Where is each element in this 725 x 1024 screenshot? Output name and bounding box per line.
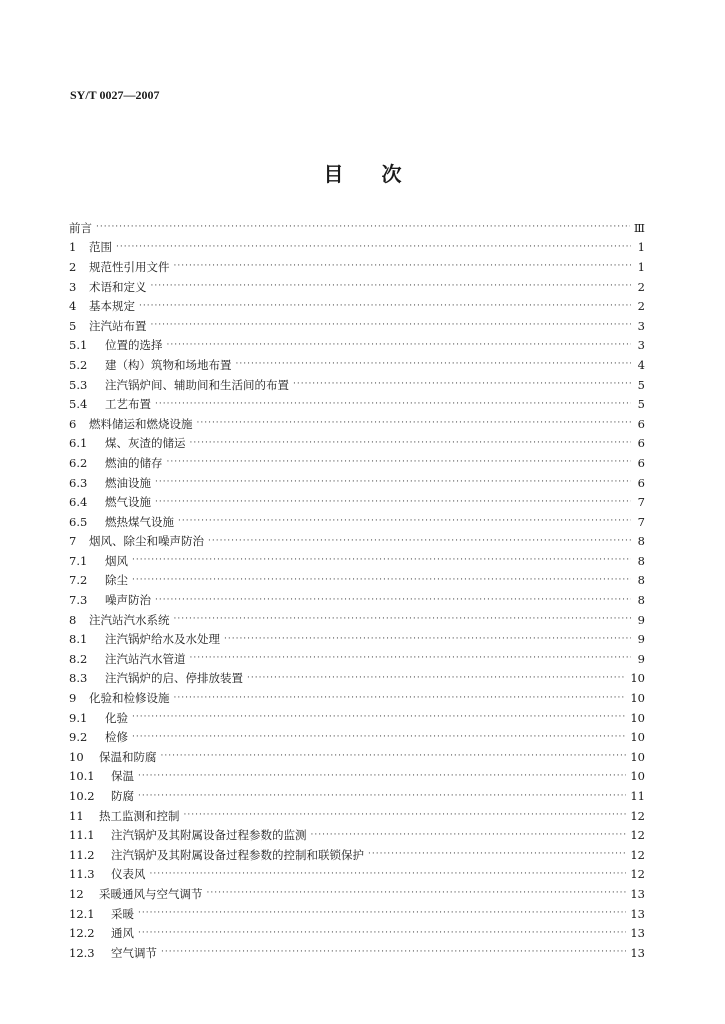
toc-entry-page: 10 bbox=[630, 749, 645, 764]
toc-entry-page: 6 bbox=[637, 475, 645, 490]
toc-entry-label: 位置的选择 bbox=[105, 338, 163, 353]
toc-entry-number: 11.3 bbox=[69, 867, 95, 882]
toc-entry[interactable] bbox=[69, 414, 645, 434]
toc-entry-page: 9 bbox=[637, 632, 645, 647]
toc-leader-dots bbox=[174, 257, 632, 276]
toc-entry-label: 燃油的储存 bbox=[105, 455, 163, 470]
toc-entry[interactable] bbox=[69, 825, 645, 845]
toc-leader-dots bbox=[96, 218, 630, 237]
toc-leader-dots bbox=[161, 747, 627, 766]
toc-entry-label: 除尘 bbox=[105, 573, 128, 588]
toc-entry-number: 1 bbox=[69, 240, 77, 255]
toc-entry-label: 热工监测和控制 bbox=[99, 808, 180, 823]
toc-entry[interactable] bbox=[69, 767, 645, 787]
toc-entry-page: 12 bbox=[630, 808, 645, 823]
toc-entry-label: 化验和检修设施 bbox=[89, 691, 170, 706]
toc-entry-label: 注汽锅炉及其附属设备过程参数的控制和联锁保护 bbox=[111, 847, 364, 862]
toc-entry-number: 5 bbox=[69, 318, 77, 333]
toc-entry-label: 注汽锅炉给水及水处理 bbox=[105, 632, 220, 647]
toc-entry-label: 注汽站汽水管道 bbox=[105, 651, 186, 666]
toc-entry-number: 6 bbox=[69, 416, 77, 431]
toc-entry-label: 烟风、除尘和噪声防治 bbox=[89, 534, 204, 549]
document-code: SY/T 0027—2007 bbox=[70, 88, 160, 102]
toc-entry-label: 工艺布置 bbox=[105, 397, 151, 412]
toc-entry-label: 注汽站布置 bbox=[89, 318, 147, 333]
toc-entry-number: 10.1 bbox=[69, 769, 95, 784]
toc-leader-dots bbox=[132, 708, 626, 727]
toc-entry-label: 保温 bbox=[111, 769, 134, 784]
toc-entry-label: 化验 bbox=[105, 710, 128, 725]
toc-entry-label: 范围 bbox=[89, 240, 112, 255]
toc-entry-page: 2 bbox=[637, 279, 645, 294]
toc-entry-page: 12 bbox=[630, 828, 645, 843]
toc-entry-number: 7.3 bbox=[69, 593, 88, 608]
toc-entry[interactable] bbox=[69, 708, 645, 728]
toc-entry-number: 3 bbox=[69, 279, 77, 294]
toc-entry-number: 6.4 bbox=[69, 495, 88, 510]
toc-entry[interactable] bbox=[69, 277, 645, 297]
toc-entry-number: 8 bbox=[69, 612, 77, 627]
toc-entry-label: 噪声防治 bbox=[105, 593, 151, 608]
toc-entry[interactable] bbox=[69, 257, 645, 277]
toc-entry-page: 4 bbox=[637, 357, 645, 372]
toc-entry-page: 6 bbox=[637, 455, 645, 470]
toc-leader-dots bbox=[116, 238, 631, 257]
toc-leader-dots bbox=[208, 532, 631, 551]
toc-entry-number: 12 bbox=[69, 886, 84, 901]
toc-entry-number: 7 bbox=[69, 534, 77, 549]
toc-entry[interactable] bbox=[69, 532, 645, 552]
toc-entry-number: 4 bbox=[69, 299, 77, 314]
toc-entry-label: 注汽锅炉及其附属设备过程参数的监测 bbox=[111, 828, 307, 843]
toc-entry-number: 6.2 bbox=[69, 455, 88, 470]
toc-leader-dots bbox=[138, 767, 626, 786]
toc-entry-label: 注汽锅炉的启、停排放装置 bbox=[105, 671, 243, 686]
toc-entry[interactable] bbox=[69, 610, 645, 630]
toc-entry-number: 10 bbox=[69, 749, 84, 764]
toc-entry[interactable] bbox=[69, 492, 645, 512]
toc-leader-dots bbox=[167, 453, 632, 472]
toc-entry[interactable] bbox=[69, 296, 645, 316]
toc-entry[interactable] bbox=[69, 434, 645, 454]
toc-entry-number: 11.1 bbox=[69, 828, 95, 843]
toc-entry-page: 1 bbox=[637, 240, 645, 255]
toc-entry[interactable] bbox=[69, 806, 645, 826]
toc-entry-label: 术语和定义 bbox=[89, 279, 147, 294]
toc-entry-label: 基本规定 bbox=[89, 299, 135, 314]
toc-entry-page: 8 bbox=[637, 553, 645, 568]
toc-entry-label: 保温和防腐 bbox=[99, 749, 157, 764]
toc-leader-dots bbox=[150, 865, 627, 884]
toc-entry-page: 13 bbox=[630, 945, 645, 960]
toc-entry[interactable] bbox=[69, 590, 645, 610]
toc-entry-number: 12.3 bbox=[69, 945, 95, 960]
toc-entry-number: 9.2 bbox=[69, 730, 88, 745]
toc-leader-dots bbox=[155, 395, 631, 414]
toc-leader-dots bbox=[132, 571, 631, 590]
toc-entry-page: 3 bbox=[637, 318, 645, 333]
toc-leader-dots bbox=[132, 551, 631, 570]
toc-leader-dots bbox=[190, 649, 632, 668]
toc-entry-number: 8.2 bbox=[69, 651, 88, 666]
toc-entry-label: 前言 bbox=[69, 220, 92, 235]
toc-entry[interactable] bbox=[69, 394, 645, 414]
toc-entry-number: 5.4 bbox=[69, 397, 88, 412]
toc-entry-label: 烟风 bbox=[105, 553, 128, 568]
toc-entry[interactable] bbox=[69, 943, 645, 963]
toc-entry[interactable] bbox=[69, 904, 645, 924]
toc-entry[interactable] bbox=[69, 727, 645, 747]
toc-leader-dots bbox=[151, 277, 632, 296]
toc-leader-dots bbox=[132, 728, 626, 747]
toc-entry[interactable] bbox=[69, 218, 645, 238]
toc-entry[interactable] bbox=[69, 355, 645, 375]
toc-entry-label: 燃油设施 bbox=[105, 475, 151, 490]
toc-entry[interactable] bbox=[69, 649, 645, 669]
table-of-contents bbox=[69, 218, 645, 963]
toc-entry-label: 燃热煤气设施 bbox=[105, 514, 174, 529]
toc-entry-number: 11.2 bbox=[69, 847, 95, 862]
toc-entry-label: 检修 bbox=[105, 730, 128, 745]
toc-entry-page: 13 bbox=[630, 926, 645, 941]
toc-entry-page: 3 bbox=[637, 338, 645, 353]
toc-entry-number: 12.1 bbox=[69, 906, 95, 921]
toc-entry-number: 5.1 bbox=[69, 338, 88, 353]
toc-entry[interactable] bbox=[69, 571, 645, 591]
toc-leader-dots bbox=[178, 512, 631, 531]
toc-entry-page: 6 bbox=[637, 436, 645, 451]
toc-entry-page: 11 bbox=[630, 789, 645, 804]
toc-entry-number: 5.2 bbox=[69, 357, 88, 372]
toc-entry[interactable] bbox=[69, 453, 645, 473]
toc-entry-page: 8 bbox=[637, 573, 645, 588]
toc-entry-page: 6 bbox=[637, 416, 645, 431]
toc-entry[interactable] bbox=[69, 551, 645, 571]
toc-leader-dots bbox=[174, 610, 632, 629]
toc-entry-number: 8.1 bbox=[69, 632, 88, 647]
toc-leader-dots bbox=[224, 630, 631, 649]
toc-entry[interactable] bbox=[69, 786, 645, 806]
page-title: 目次 bbox=[323, 162, 440, 186]
toc-entry-number: 6.5 bbox=[69, 514, 88, 529]
toc-entry-page: 10 bbox=[630, 769, 645, 784]
toc-leader-dots bbox=[151, 316, 632, 335]
toc-entry-page: 10 bbox=[630, 691, 645, 706]
toc-entry[interactable] bbox=[69, 336, 645, 356]
toc-entry[interactable] bbox=[69, 375, 645, 395]
toc-entry-page: 13 bbox=[630, 906, 645, 921]
toc-entry-label: 规范性引用文件 bbox=[89, 259, 170, 274]
toc-entry-number: 7.2 bbox=[69, 573, 88, 588]
toc-entry-number: 6.3 bbox=[69, 475, 88, 490]
toc-entry[interactable] bbox=[69, 629, 645, 649]
toc-entry-label: 采暖 bbox=[111, 906, 134, 921]
toc-entry[interactable] bbox=[69, 884, 645, 904]
toc-entry-number: 6.1 bbox=[69, 436, 88, 451]
toc-entry-page: 12 bbox=[630, 847, 645, 862]
toc-entry[interactable] bbox=[69, 316, 645, 336]
toc-entry-label: 通风 bbox=[111, 926, 134, 941]
toc-leader-dots bbox=[174, 689, 627, 708]
toc-entry-label: 燃料储运和燃烧设施 bbox=[89, 416, 193, 431]
toc-entry-page: 13 bbox=[630, 886, 645, 901]
toc-entry-page: 5 bbox=[637, 397, 645, 412]
toc-entry[interactable] bbox=[69, 865, 645, 885]
toc-entry-number: 12.2 bbox=[69, 926, 95, 941]
toc-entry-page: 1 bbox=[637, 259, 645, 274]
toc-leader-dots bbox=[138, 904, 626, 923]
toc-entry-number: 9.1 bbox=[69, 710, 88, 725]
toc-entry[interactable] bbox=[69, 238, 645, 258]
toc-entry-label: 注汽站汽水系统 bbox=[89, 612, 170, 627]
toc-leader-dots bbox=[155, 591, 631, 610]
toc-entry-number: 10.2 bbox=[69, 789, 95, 804]
toc-leader-dots bbox=[368, 845, 626, 864]
toc-entry-label: 建（构）筑物和场地布置 bbox=[105, 357, 232, 372]
toc-entry-label: 燃气设施 bbox=[105, 495, 151, 510]
toc-entry-label: 注汽锅炉间、辅助间和生活间的布置 bbox=[105, 377, 289, 392]
toc-entry-number: 8.3 bbox=[69, 671, 88, 686]
toc-leader-dots bbox=[155, 473, 631, 492]
toc-leader-dots bbox=[236, 355, 632, 374]
toc-leader-dots bbox=[197, 414, 632, 433]
toc-entry[interactable] bbox=[69, 669, 645, 689]
toc-entry-number: 9 bbox=[69, 691, 77, 706]
toc-leader-dots bbox=[138, 924, 626, 943]
toc-leader-dots bbox=[138, 787, 626, 806]
toc-leader-dots bbox=[311, 826, 627, 845]
toc-entry-page: 8 bbox=[637, 593, 645, 608]
toc-entry-page: 7 bbox=[637, 514, 645, 529]
toc-entry-page: Ⅲ bbox=[633, 220, 645, 235]
toc-entry-page: 7 bbox=[637, 495, 645, 510]
toc-entry-page: 9 bbox=[637, 612, 645, 627]
toc-entry-page: 9 bbox=[637, 651, 645, 666]
toc-leader-dots bbox=[184, 806, 627, 825]
toc-entry[interactable] bbox=[69, 923, 645, 943]
toc-leader-dots bbox=[167, 336, 632, 355]
toc-leader-dots bbox=[161, 943, 626, 962]
toc-entry[interactable] bbox=[69, 473, 645, 493]
toc-entry-label: 仪表风 bbox=[111, 867, 146, 882]
toc-leader-dots bbox=[190, 434, 632, 453]
toc-entry-page: 10 bbox=[630, 671, 645, 686]
toc-entry-label: 防腐 bbox=[111, 789, 134, 804]
toc-leader-dots bbox=[207, 884, 627, 903]
toc-entry[interactable] bbox=[69, 747, 645, 767]
toc-leader-dots bbox=[155, 493, 631, 512]
toc-entry-number: 7.1 bbox=[69, 553, 88, 568]
toc-entry-page: 8 bbox=[637, 534, 645, 549]
toc-leader-dots bbox=[247, 669, 626, 688]
toc-entry-page: 10 bbox=[630, 730, 645, 745]
toc-entry-label: 采暖通风与空气调节 bbox=[99, 886, 203, 901]
toc-entry[interactable] bbox=[69, 845, 645, 865]
toc-entry-page: 12 bbox=[630, 867, 645, 882]
toc-entry-label: 空气调节 bbox=[111, 945, 157, 960]
toc-entry-page: 10 bbox=[630, 710, 645, 725]
toc-entry-number: 2 bbox=[69, 259, 77, 274]
toc-leader-dots bbox=[293, 375, 631, 394]
toc-entry-label: 煤、灰渣的储运 bbox=[105, 436, 186, 451]
toc-entry-page: 5 bbox=[637, 377, 645, 392]
toc-entry-page: 2 bbox=[637, 299, 645, 314]
toc-entry-number: 11 bbox=[69, 808, 84, 823]
toc-entry-number: 5.3 bbox=[69, 377, 88, 392]
toc-entry[interactable] bbox=[69, 512, 645, 532]
toc-entry[interactable] bbox=[69, 688, 645, 708]
toc-leader-dots bbox=[139, 297, 631, 316]
